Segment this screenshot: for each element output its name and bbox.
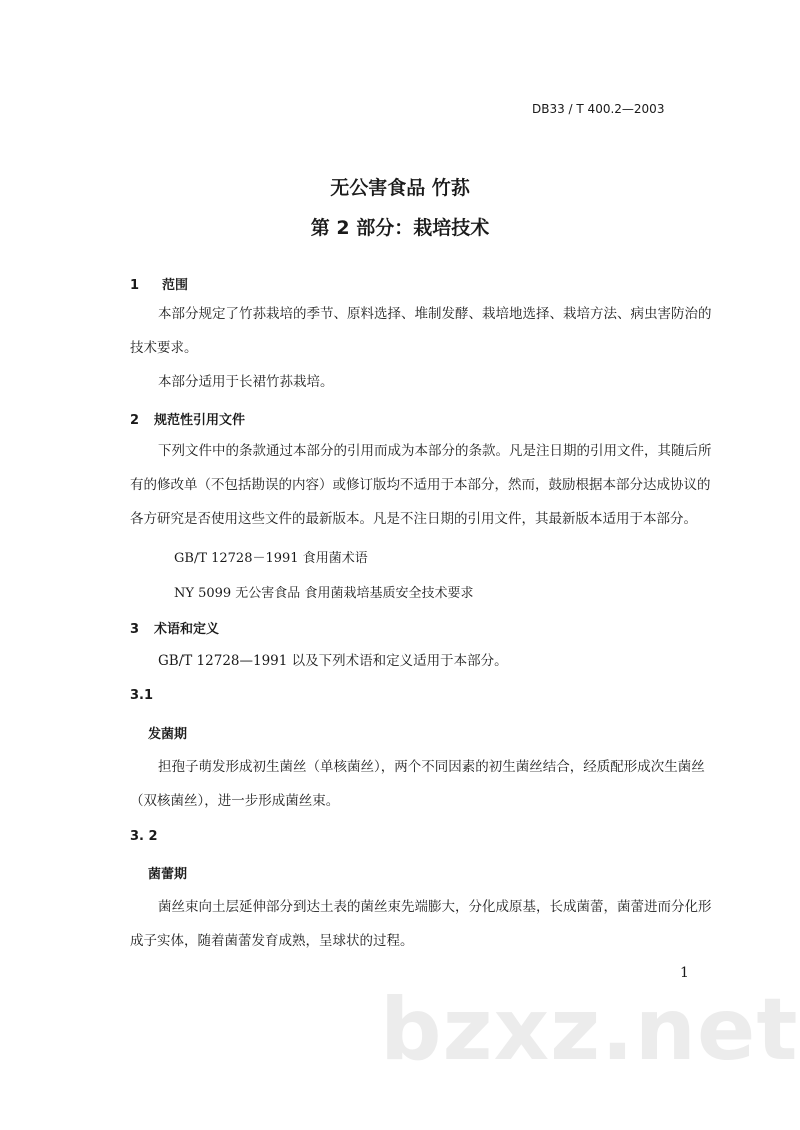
section-1-paragraph-2: 本部分适用于长裙竹荪栽培。 <box>158 374 334 390</box>
section-3-heading <box>130 618 219 637</box>
normative-reference-2: NY 5099 无公害食品 食用菌栽培基质安全技术要求 <box>174 586 474 601</box>
document-subtitle: 第 2 部分：栽培技术 <box>310 217 490 239</box>
standard-code: DB33 / T 400.2—2003 <box>532 102 665 116</box>
section-1-heading <box>130 274 188 293</box>
section-2-paragraph-1: 下列文件中的条款通过本部分的引用而成为本部分的条款。凡是注日期的引用文件，其随后所有的修改单（不包括勘误的内容）或修订版均不适用于本部分，然而，鼓励根据本部分达成协议的各方研究是否使用这些文件的最新版本。凡是不注日期的引用文件，其最新版本适用于本部分。 <box>130 443 712 527</box>
section-number: 2 <box>130 413 140 428</box>
document-title: 无公害食品 竹荪 <box>330 177 470 199</box>
section-1-paragraph-1: 本部分规定了竹荪栽培的季节、原料选择、堆制发酵、栽培地选择、栽培方法、病虫害防治的技术要求。 <box>130 306 712 356</box>
section-number: 3 <box>130 622 140 637</box>
term-junleiqi: 菌蕾期 <box>148 867 188 882</box>
section-2-heading <box>130 409 245 428</box>
section-title: 范围 <box>162 278 189 293</box>
section-title: 术语和定义 <box>154 622 220 637</box>
subsection-3-1-number: 3.1 <box>130 688 154 703</box>
subsection-3-2-number: 3. 2 <box>130 829 158 844</box>
term-fajunqi: 发菌期 <box>148 727 188 742</box>
page-number: 1 <box>680 965 689 981</box>
term-fajunqi-definition: 担孢子萌发形成初生菌丝（单核菌丝），两个不同因素的初生菌丝结合，经质配形成次生菌丝（双核菌丝），进一步形成菌丝束。 <box>130 759 705 809</box>
watermark-text: bzxz.net <box>380 980 799 1080</box>
section-title: 规范性引用文件 <box>154 413 246 428</box>
term-junleiqi-definition: 菌丝束向土层延伸部分到达土表的菌丝束先端膨大，分化成原基，长成菌蕾，菌蕾进而分化形成子实体，随着菌蕾发育成熟，呈球状的过程。 <box>130 899 712 949</box>
section-3-paragraph-1: GB/T 12728—1991 以及下列术语和定义适用于本部分。 <box>158 653 508 669</box>
section-number: 1 <box>130 278 140 293</box>
normative-reference-1: GB/T 12728－1991 食用菌术语 <box>174 551 368 566</box>
